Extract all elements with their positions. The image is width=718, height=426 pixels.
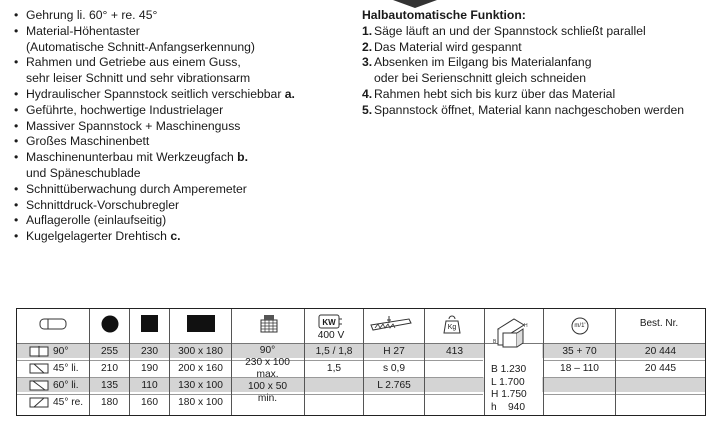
round-value: 180	[101, 397, 118, 408]
round-value: 135	[101, 380, 118, 391]
bullet-icon: •	[14, 23, 19, 38]
rect-profile-icon	[187, 315, 215, 332]
feature-item	[12, 134, 295, 150]
step-item	[362, 103, 684, 119]
round-profile-icon	[101, 315, 119, 333]
step-item	[362, 55, 684, 87]
min-max-line: 230 x 100	[245, 357, 290, 368]
blade-value: s 0,9	[382, 363, 406, 374]
min-max-line: 90°	[259, 345, 276, 356]
feature-item	[12, 8, 295, 24]
feature-text: Schnittdruck-Vorschubregler	[26, 197, 180, 212]
feature-text: Hydraulischer Spannstock seitlich verschiebbar	[26, 86, 282, 101]
machine-dimensions-icon	[493, 313, 529, 351]
speed-value: 18 – 110	[560, 363, 599, 374]
dimension-line: H 1.750	[491, 389, 527, 400]
spec-table	[16, 308, 706, 416]
blade-value: L 2.765	[377, 380, 411, 391]
kg-label: Kg	[447, 324, 457, 331]
feature-item	[12, 55, 295, 87]
rpm-label: m/1'	[574, 323, 586, 329]
header-arrow-shape	[393, 0, 437, 8]
dimension-line: h 940	[491, 401, 525, 413]
step-text: Rahmen hebt sich bis kurz über das Material	[374, 86, 616, 101]
feature-item	[12, 150, 295, 182]
feature-item	[12, 198, 295, 214]
row-band	[542, 377, 705, 392]
saw-blade-icon	[369, 315, 413, 335]
step-text: Das Material wird gespannt	[374, 39, 522, 54]
feature-continuation: und Späneschublade	[26, 165, 141, 180]
weight-value: 413	[446, 346, 463, 357]
round-value: 210	[101, 363, 118, 374]
step-number: 1.	[362, 23, 373, 38]
step-text: Spannstock öffnet, Material kann nachgeschoben werden	[374, 102, 685, 117]
cut-angle-icon	[29, 397, 49, 408]
square-value: 230	[141, 346, 158, 357]
feature-item	[12, 24, 295, 56]
feature-text: Geführte, hochwertige Industrielager	[26, 102, 224, 117]
feature-list	[12, 8, 295, 245]
power-value: 1,5	[326, 363, 342, 374]
kw-label: KW	[322, 318, 336, 327]
cut-angle-icon	[29, 346, 49, 357]
feature-item	[12, 229, 295, 245]
dimension-line: B 1.230	[491, 364, 527, 375]
bullet-icon: •	[14, 229, 19, 244]
cut-angle-icon	[29, 380, 49, 391]
feature-item	[12, 103, 295, 119]
bullet-icon: •	[14, 197, 19, 212]
min-max-line: max.	[256, 369, 279, 380]
feature-tag: b.	[237, 150, 248, 165]
svg-text:H: H	[524, 323, 528, 329]
step-text: Säge läuft an und der Spannstock schließt parallel	[374, 23, 646, 38]
svg-text:B: B	[493, 339, 497, 345]
rect-value: 300 x 180	[178, 346, 223, 357]
feature-text: Material-Höhentaster	[26, 23, 140, 38]
feature-text: Großes Maschinenbett	[26, 134, 150, 149]
feature-continuation: (Automatische Schnitt-Anfangserkennung)	[26, 39, 255, 54]
min-max-line: min.	[257, 393, 278, 404]
bullet-icon: •	[14, 118, 19, 133]
round-value: 255	[101, 346, 118, 357]
cut-angle-icon	[29, 363, 49, 374]
rect-value: 180 x 100	[178, 397, 223, 408]
angle-value: 45° re.	[53, 397, 84, 408]
feature-text: Schnittüberwachung durch Amperemeter	[26, 181, 247, 196]
bullet-icon: •	[14, 213, 19, 228]
feature-item	[12, 87, 295, 103]
bullet-icon: •	[14, 102, 19, 117]
order-number: 20 445	[644, 363, 677, 374]
dimension-line: L 1.700	[491, 376, 525, 388]
bullet-icon: •	[14, 181, 19, 196]
step-item	[362, 87, 684, 103]
material-bar-icon	[39, 317, 67, 331]
speed-value: 35 + 70	[562, 346, 597, 357]
step-continuation: oder bei Serienschnitt gleich schneiden	[374, 71, 587, 86]
step-number: 4.	[362, 86, 373, 101]
step-item	[362, 24, 684, 40]
square-value: 160	[141, 397, 158, 408]
square-profile-icon	[141, 315, 158, 332]
square-value: 190	[141, 363, 158, 374]
feature-tag: a.	[284, 86, 295, 101]
bullet-icon: •	[14, 8, 19, 22]
feature-text: Rahmen und Getriebe aus einem Guss,	[26, 55, 241, 70]
feature-text: Maschinenunterbau mit Werkzeugfach	[26, 150, 234, 165]
bullet-icon: •	[14, 150, 19, 165]
feature-text: Auflagerolle (einlaufseitig)	[26, 213, 167, 228]
square-value: 110	[141, 380, 158, 391]
bullet-icon: •	[14, 55, 19, 70]
feature-text: Massiver Spannstock + Maschinenguss	[26, 118, 241, 133]
feature-tag: c.	[170, 229, 181, 244]
angle-value: 60° li.	[53, 380, 79, 391]
clamp-material-icon	[259, 315, 279, 333]
rect-value: 200 x 160	[178, 363, 223, 374]
machine-dimensions	[487, 364, 541, 414]
order-number: 20 444	[644, 346, 677, 357]
step-item	[362, 40, 684, 56]
step-text: Absenken im Eilgang bis Materialanfang	[374, 55, 592, 70]
feature-item	[12, 119, 295, 135]
bullet-icon: •	[14, 86, 19, 101]
min-max-material	[231, 345, 304, 405]
rect-value: 130 x 100	[178, 380, 223, 391]
angle-value: 45° li.	[53, 363, 79, 374]
step-number: 3.	[362, 55, 373, 70]
voltage-label: 400 V	[317, 330, 345, 341]
feature-text: Kugelgelagerter Drehtisch	[26, 229, 167, 244]
step-number: 2.	[362, 39, 373, 54]
blade-value: H 27	[383, 346, 405, 357]
angle-value: 90°	[53, 346, 69, 357]
bullet-icon: •	[14, 134, 19, 149]
order-number-header: Best. Nr.	[639, 318, 679, 329]
semi-auto-heading: Halbautomatische Funktion:	[362, 8, 526, 22]
min-max-line: 100 x 50	[247, 381, 288, 392]
semi-auto-section	[362, 8, 684, 119]
power-value: 1,5 / 1,8	[315, 346, 353, 357]
feature-item	[12, 213, 295, 229]
feature-continuation: sehr leiser Schnitt und sehr vibrationsarm	[26, 71, 251, 86]
step-number: 5.	[362, 102, 373, 117]
feature-item	[12, 182, 295, 198]
feature-text: Gehrung li. 60° + re. 45°	[26, 8, 158, 22]
